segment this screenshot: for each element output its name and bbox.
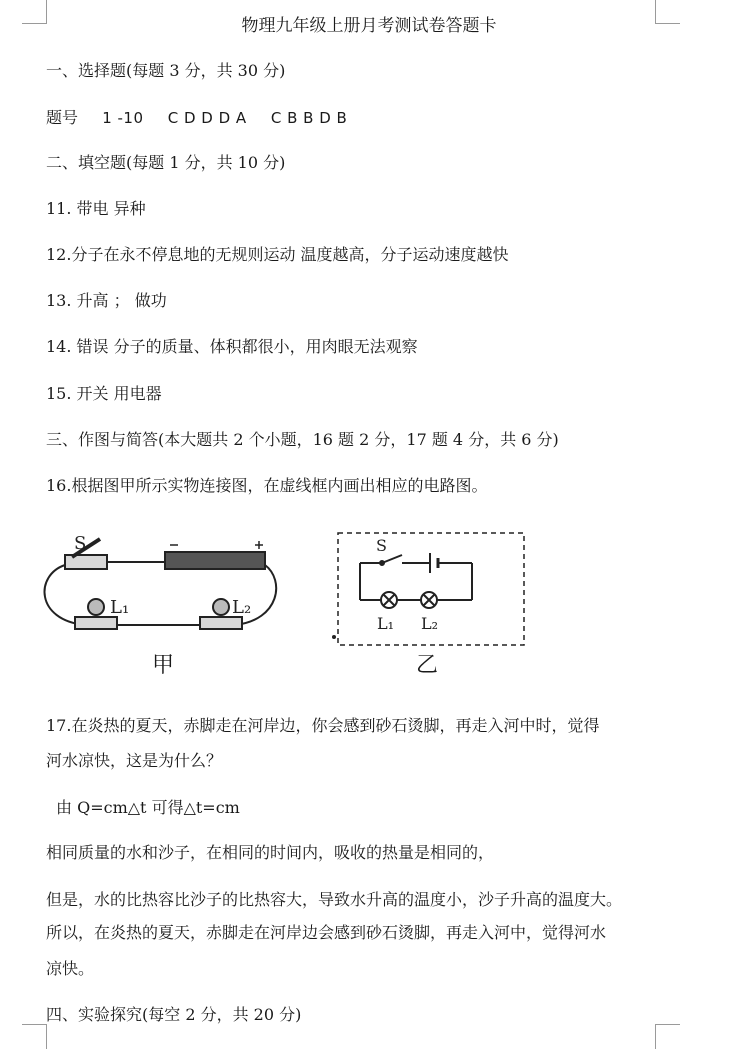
lamp1-holder (75, 617, 117, 629)
section-1-heading: 一、选择题(每题 3 分，共 30 分) (46, 61, 286, 80)
answers-label: 题号 (46, 108, 79, 127)
switch-symbol (382, 555, 402, 563)
circuit-figure-svg (40, 525, 540, 685)
switch-base (65, 555, 107, 569)
circuit-figure (40, 525, 540, 685)
lamp2-holder (200, 617, 242, 629)
answer-17-line-1: 相同质量的水和沙子，在相同的时间内，吸收的热量是相同的， (46, 843, 495, 862)
label-lamp2-left: L₂ (232, 597, 252, 618)
lamp1-bulb (88, 599, 104, 615)
answer-12: 12.分子在永不停息地的无规则运动 温度越高，分子运动速度越快 (46, 245, 509, 264)
answers-group-1: C D D D A (167, 109, 247, 127)
label-lamp1-right: L₁ (377, 614, 395, 633)
crop-mark-bottom-left (22, 1024, 47, 1049)
section-3-heading: 三、作图与简答(本大题共 2 个小题，16 题 2 分，17 题 4 分，共 6 分) (46, 430, 559, 449)
section-4-heading: 四、实验探究(每空 2 分，共 20 分) (46, 1005, 302, 1024)
answer-13: 13. 升高 ； 做功 (46, 291, 167, 310)
figure-caption-left: 甲 (152, 653, 175, 678)
page-title: 物理九年级上册月考测试卷答题卡 (241, 16, 497, 36)
section-2-heading: 二、填空题(每题 1 分，共 10 分) (46, 153, 286, 172)
answer-14: 14. 错误 分子的质量、体积都很小，用肉眼无法观察 (46, 337, 418, 356)
answers-group-2: C B B D B (270, 109, 348, 127)
answer-11: 11. 带电 异种 (46, 199, 146, 218)
lamp2-bulb (213, 599, 229, 615)
answer-17-line-2: 但是，水的比热容比沙子的比热容大，导致水升高的温度小，沙子升高的温度大。 (46, 890, 623, 909)
label-switch-right: S (376, 536, 387, 555)
answer-17-line-4: 凉快。 (46, 959, 95, 978)
answer-17-line-3: 所以，在炎热的夏天，赤脚走在河岸边会感到砂石烫脚，再走入河中，觉得河水 (46, 923, 607, 942)
label-switch-left: S (74, 533, 87, 554)
answer-17-formula: 由 Q=cm△t 可得△t=cm (56, 798, 240, 817)
circuit-diagram (360, 553, 472, 608)
question-17-line-2: 河水凉快，这是为什么？ (46, 751, 223, 770)
question-17-line-1: 17.在炎热的夏天，赤脚走在河岸边，你会感到砂石烫脚，再走入河中时，觉得 (46, 716, 600, 735)
question-16: 16.根据图甲所示实物连接图，在虚线框内画出相应的电路图。 (46, 476, 488, 495)
answers-range: 1 -10 (102, 109, 144, 127)
battery (165, 552, 265, 569)
answer-15: 15. 开关 用电器 (46, 384, 162, 403)
figure-caption-right: 乙 (416, 653, 439, 678)
label-lamp1-left: L₁ (110, 597, 130, 618)
crop-mark-bottom-right (655, 1024, 680, 1049)
answers-row (46, 105, 347, 128)
label-lamp2-right: L₂ (421, 614, 439, 633)
